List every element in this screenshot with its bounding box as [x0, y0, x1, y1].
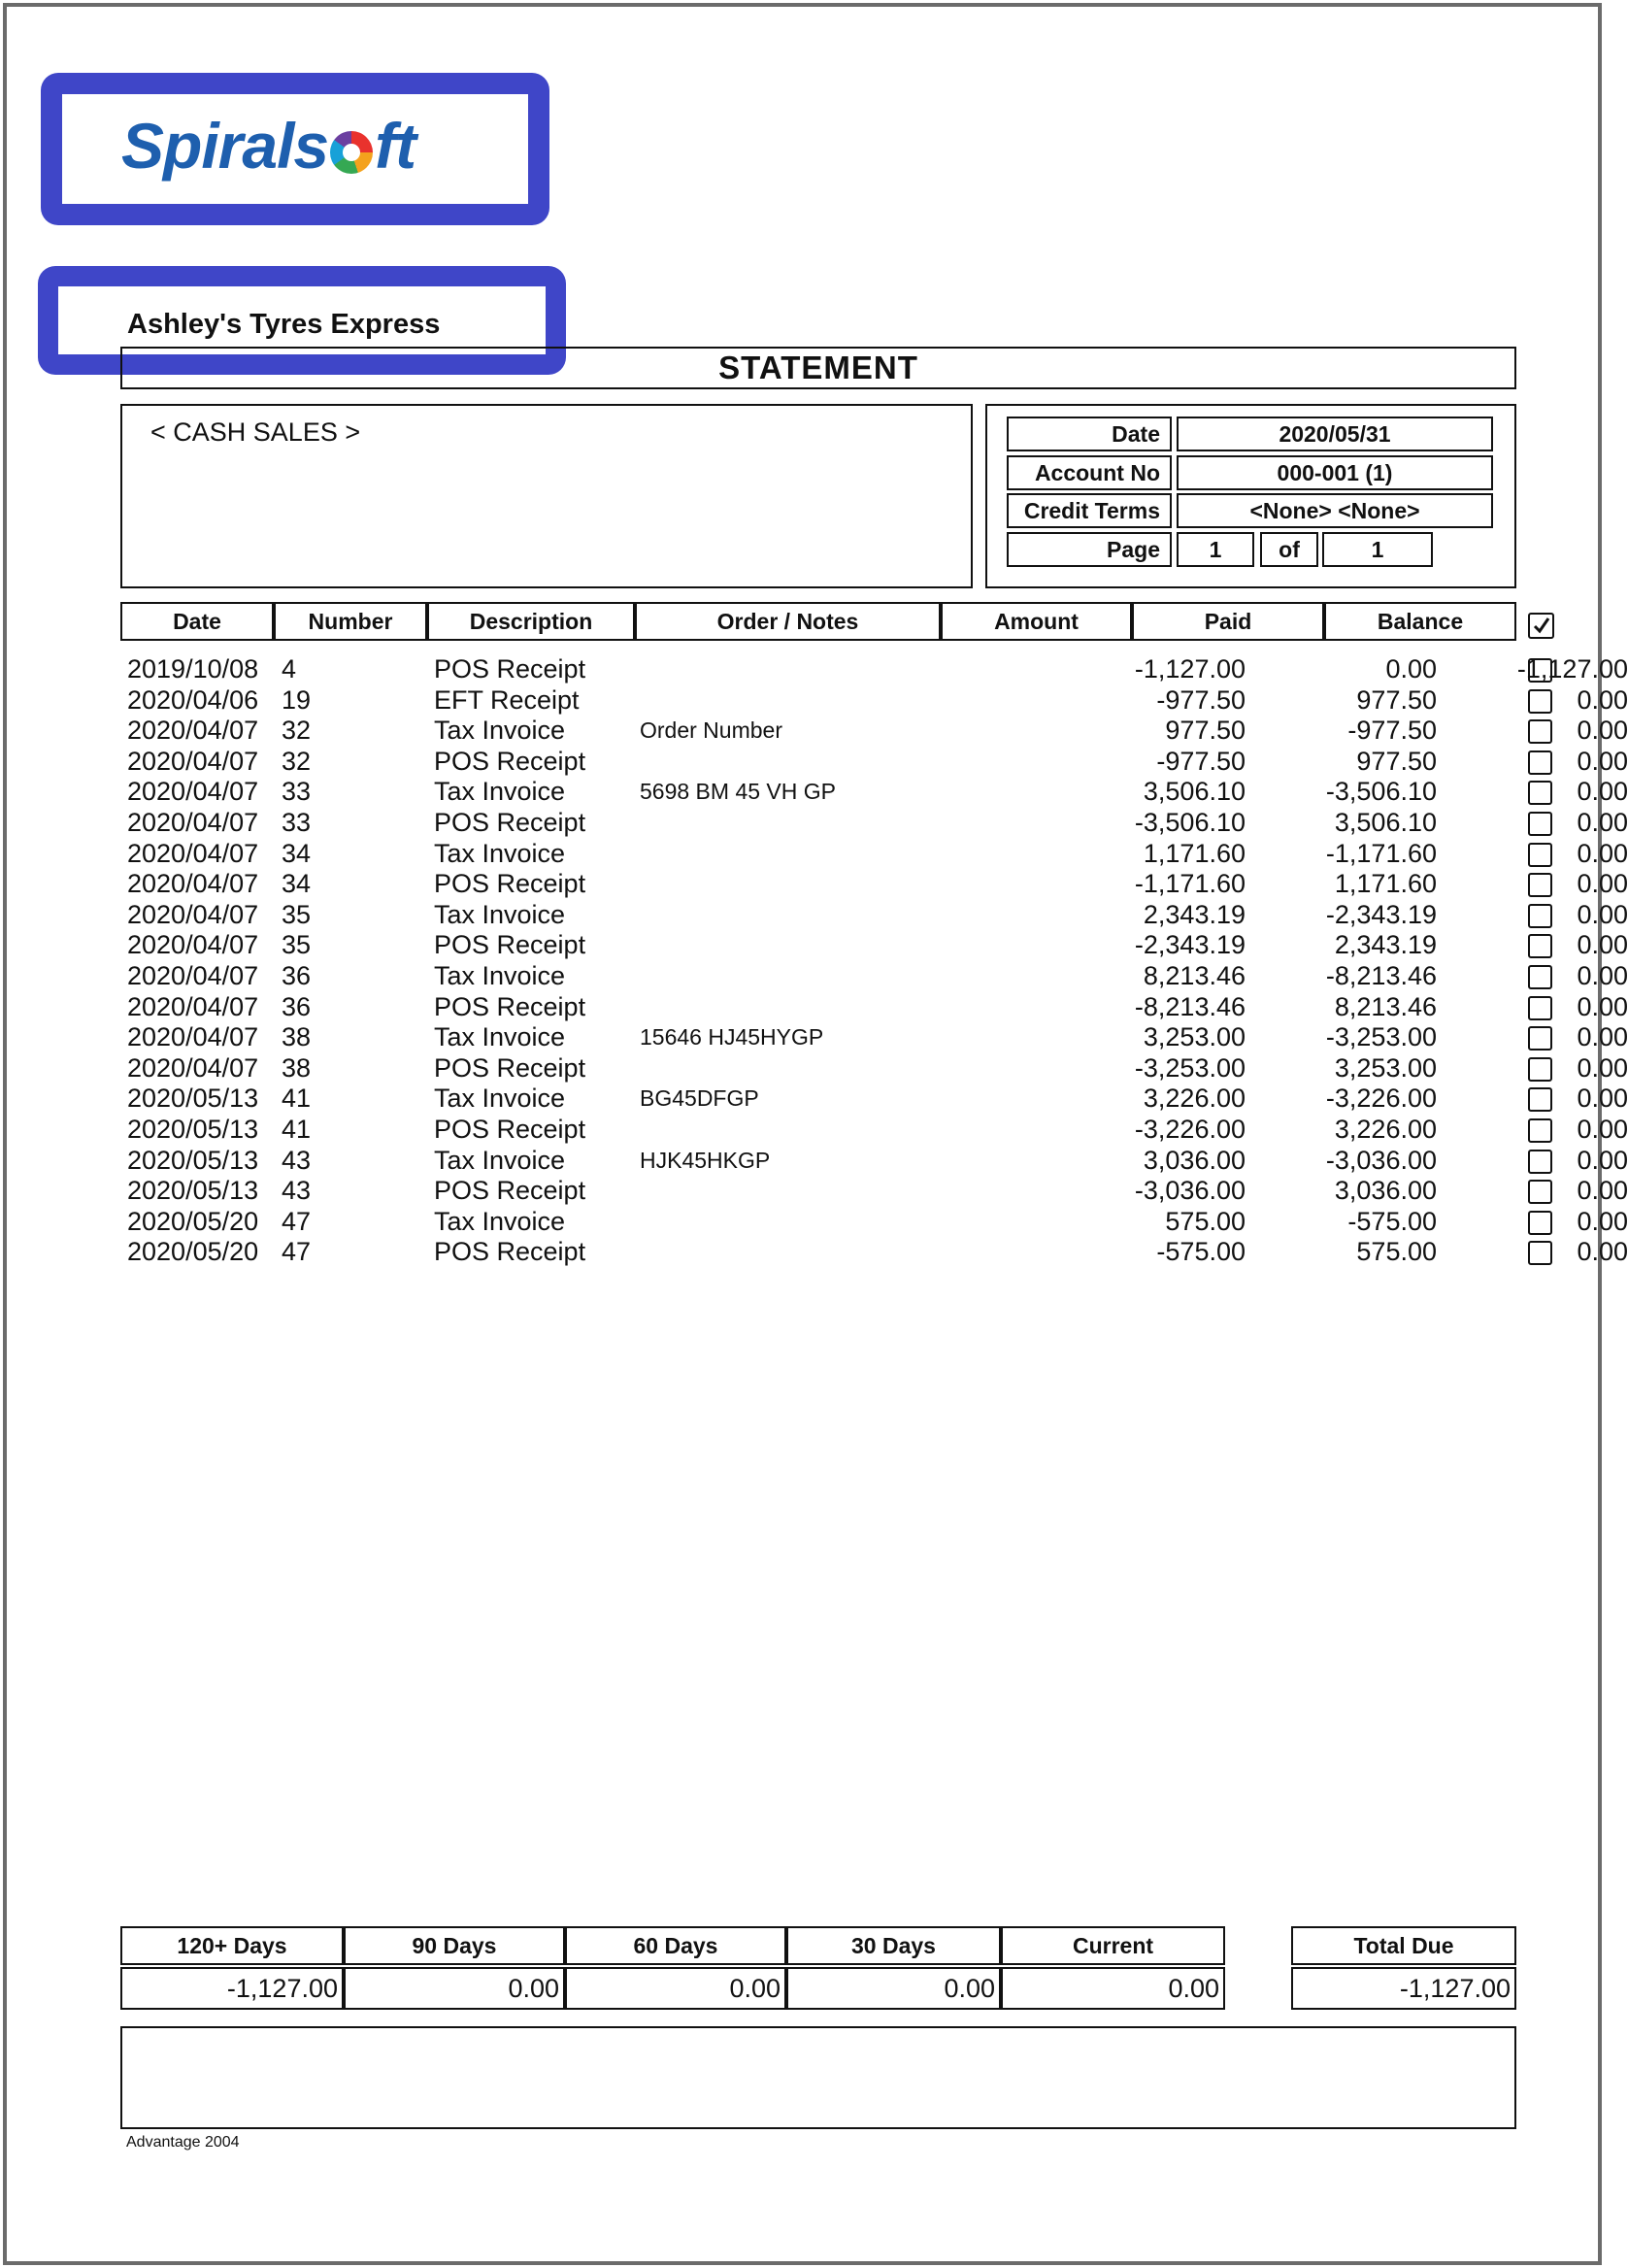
row-checkbox[interactable] [1528, 750, 1552, 775]
row-checkbox[interactable] [1528, 1211, 1552, 1235]
row-checkbox[interactable] [1528, 1241, 1552, 1265]
column-header-date: Date [120, 602, 274, 641]
column-header-description: Description [427, 602, 635, 641]
aging-90-days-label: 90 Days [344, 1926, 565, 1965]
spiralsoft-logo [121, 109, 415, 183]
table-row: 2020/05/13 43 Tax Invoice HJK45HKGP 3,036.00 -3,036.00 0.00 [127, 1145, 1628, 1175]
table-row: 2020/04/07 35 POS Receipt -2,343.19 2,343.19 0.00 [127, 930, 1628, 960]
transaction-table [120, 654, 1628, 1268]
row-checkbox[interactable] [1528, 843, 1552, 867]
remarks-box [120, 2026, 1516, 2129]
column-header-paid: Paid [1132, 602, 1324, 641]
total-due-label: Total Due [1291, 1926, 1516, 1965]
row-checkbox[interactable] [1528, 658, 1552, 683]
logo-text-start: Spirals [121, 110, 329, 182]
row-checkbox[interactable] [1528, 1057, 1552, 1082]
aging-30-days-value: 0.00 [786, 1967, 1001, 2010]
page-label: Page [1007, 532, 1172, 567]
table-row: 2020/04/07 33 POS Receipt -3,506.10 3,506.10 0.00 [127, 807, 1628, 837]
date-label: Date [1007, 417, 1172, 451]
table-row: 2019/10/08 4 POS Receipt -1,127.00 0.00 -1,127.00 [127, 654, 1628, 684]
aging-90-days-value: 0.00 [344, 1967, 565, 2010]
document-title: STATEMENT [718, 350, 918, 385]
credit-terms-label: Credit Terms [1007, 493, 1172, 528]
table-row: 2020/04/07 34 Tax Invoice 1,171.60 -1,171.60 0.00 [127, 838, 1628, 868]
row-checkbox[interactable] [1528, 1180, 1552, 1204]
table-row: 2020/04/07 33 Tax Invoice 5698 BM 45 VH GP 3,506.10 -3,506.10 0.00 [127, 777, 1628, 807]
aging-120-days-value: -1,127.00 [120, 1967, 344, 2010]
row-checkbox[interactable] [1528, 781, 1552, 805]
table-row: 2020/05/13 41 Tax Invoice BG45DFGP 3,226.00 -3,226.00 0.00 [127, 1084, 1628, 1114]
aging-30-days-label: 30 Days [786, 1926, 1001, 1965]
row-checkbox[interactable] [1528, 1150, 1552, 1174]
table-row: 2020/04/07 38 Tax Invoice 15646 HJ45HYGP 3,253.00 -3,253.00 0.00 [127, 1022, 1628, 1052]
table-row: 2020/05/20 47 POS Receipt -575.00 575.00 0.00 [127, 1237, 1628, 1267]
row-checkbox[interactable] [1528, 719, 1552, 744]
column-header-balance: Balance [1324, 602, 1516, 641]
aging-60-days-label: 60 Days [565, 1926, 786, 1965]
company-name: Ashley's Tyres Express [127, 309, 441, 340]
row-checkbox[interactable] [1528, 689, 1552, 714]
page-of-label: of [1260, 532, 1318, 567]
account-no-value: 000-001 (1) [1177, 455, 1493, 490]
aging-120-days-label: 120+ Days [120, 1926, 344, 1965]
table-row: 2020/05/20 47 Tax Invoice 575.00 -575.00 0.00 [127, 1206, 1628, 1236]
table-row: 2020/04/07 34 POS Receipt -1,171.60 1,171.60 0.00 [127, 869, 1628, 899]
checkmark-icon [1532, 616, 1551, 635]
row-checkbox[interactable] [1528, 1087, 1552, 1112]
aging-current-value: 0.00 [1001, 1967, 1225, 2010]
row-checkbox[interactable] [1528, 873, 1552, 897]
table-row: 2020/04/07 32 POS Receipt -977.50 977.50 0.00 [127, 746, 1628, 776]
footer-text: Advantage 2004 [126, 2134, 240, 2151]
row-checkbox[interactable] [1528, 1118, 1552, 1143]
row-checkbox[interactable] [1528, 934, 1552, 958]
aging-60-days-value: 0.00 [565, 1967, 786, 2010]
logo-swirl-icon [330, 131, 373, 174]
column-header-number: Number [274, 602, 427, 641]
page-total: 1 [1322, 532, 1433, 567]
table-row: 2020/04/06 19 EFT Receipt -977.50 977.50 0.00 [127, 684, 1628, 715]
column-header-amount: Amount [941, 602, 1132, 641]
table-row: 2020/04/07 35 Tax Invoice 2,343.19 -2,343.19 0.00 [127, 899, 1628, 929]
row-checkbox[interactable] [1528, 904, 1552, 928]
table-row: 2020/05/13 41 POS Receipt -3,226.00 3,226.00 0.00 [127, 1114, 1628, 1144]
row-checkbox[interactable] [1528, 996, 1552, 1020]
credit-terms-value: <None> <None> [1177, 493, 1493, 528]
customer-name: < CASH SALES > [150, 417, 361, 447]
table-row: 2020/05/13 43 POS Receipt -3,036.00 3,036.00 0.00 [127, 1176, 1628, 1206]
table-row: 2020/04/07 38 POS Receipt -3,253.00 3,253.00 0.00 [127, 1052, 1628, 1083]
row-checkbox[interactable] [1528, 1026, 1552, 1051]
date-value: 2020/05/31 [1177, 417, 1493, 451]
table-row: 2020/04/07 36 Tax Invoice 8,213.46 -8,213.46 0.00 [127, 960, 1628, 990]
row-checkbox[interactable] [1528, 965, 1552, 989]
table-row: 2020/04/07 32 Tax Invoice Order Number 977.50 -977.50 0.00 [127, 716, 1628, 746]
select-all-checkbox[interactable] [1528, 613, 1554, 639]
total-due-value: -1,127.00 [1291, 1967, 1516, 2010]
table-row: 2020/04/07 36 POS Receipt -8,213.46 8,213.46 0.00 [127, 991, 1628, 1021]
account-no-label: Account No [1007, 455, 1172, 490]
row-checkbox[interactable] [1528, 812, 1552, 836]
logo-text-end: ft [375, 110, 416, 182]
aging-current-label: Current [1001, 1926, 1225, 1965]
column-header-order-notes: Order / Notes [635, 602, 941, 641]
page-current: 1 [1177, 532, 1254, 567]
